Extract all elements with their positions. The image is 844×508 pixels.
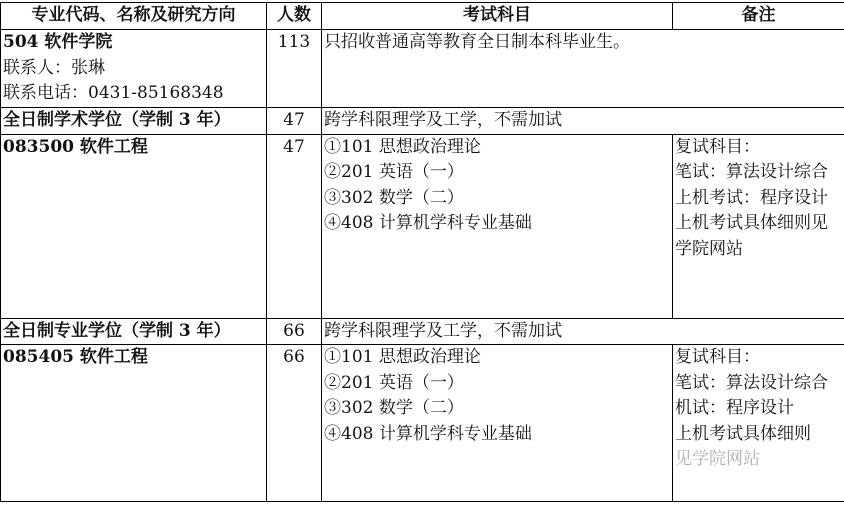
subject-item: ①101 思想政治理论 — [324, 347, 481, 367]
academic-section-count: 47 — [267, 108, 322, 135]
major-academic-count: 47 — [267, 134, 322, 318]
subject-item: ③302 数学（二） — [324, 398, 464, 418]
professional-section-count: 66 — [267, 318, 322, 345]
admission-table — [0, 2, 844, 502]
note-item: 复试科目： — [675, 347, 760, 367]
major-professional-notes — [673, 345, 844, 502]
subject-item: ③302 数学（二） — [324, 187, 464, 208]
note-item: 笔试：算法设计综合 — [675, 372, 828, 393]
school-name: 504 软件学院 — [3, 32, 113, 52]
header-subjects: 考试科目 — [322, 3, 673, 30]
school-info-cell — [1, 30, 267, 108]
school-phone: 联系电话：0431-85168348 — [3, 83, 224, 103]
note-item: 见学院网站 — [675, 449, 760, 469]
subject-item: ④408 计算机学科专业基础 — [324, 213, 532, 233]
school-note: 只招收普通高等教育全日制本科毕业生。 — [322, 30, 844, 108]
professional-section-label: 全日制专业学位（学制 3 年） — [1, 318, 267, 345]
major-academic-subjects — [322, 134, 673, 318]
academic-section-row — [1, 108, 844, 135]
note-item: 复试科目： — [675, 136, 760, 157]
professional-section-row — [1, 318, 844, 345]
professional-section-note: 跨学科限理学及工学，不需加试 — [322, 318, 844, 345]
major-academic-name: 083500 软件工程 — [1, 134, 267, 318]
school-row — [1, 30, 844, 108]
school-contact: 联系人：张琳 — [3, 57, 105, 78]
note-item: 上机考试：程序设计 — [675, 187, 828, 208]
header-notes: 备注 — [673, 3, 844, 30]
academic-section-label: 全日制学术学位（学制 3 年） — [1, 108, 267, 135]
note-item: 上机考试具体细则见学院网站 — [675, 213, 828, 259]
major-professional-count: 66 — [267, 345, 322, 502]
major-professional-row — [1, 345, 844, 502]
subject-item: ②201 英语（一） — [324, 372, 464, 393]
major-academic-row — [1, 134, 844, 318]
school-count: 113 — [267, 30, 322, 108]
major-professional-name: 085405 软件工程 — [1, 345, 267, 502]
major-academic-notes — [673, 134, 844, 318]
table-header-row — [1, 3, 844, 30]
note-item: 笔试：算法设计综合 — [675, 162, 828, 182]
header-count: 人数 — [267, 3, 322, 30]
note-item: 上机考试具体细则 — [675, 423, 811, 444]
academic-section-note: 跨学科限理学及工学，不需加试 — [322, 108, 844, 135]
subject-item: ②201 英语（一） — [324, 162, 464, 182]
subject-item: ④408 计算机学科专业基础 — [324, 423, 532, 444]
subject-item: ①101 思想政治理论 — [324, 136, 481, 157]
major-professional-subjects — [322, 345, 673, 502]
header-major: 专业代码、名称及研究方向 — [1, 3, 267, 30]
note-item: 机试：程序设计 — [675, 398, 794, 418]
